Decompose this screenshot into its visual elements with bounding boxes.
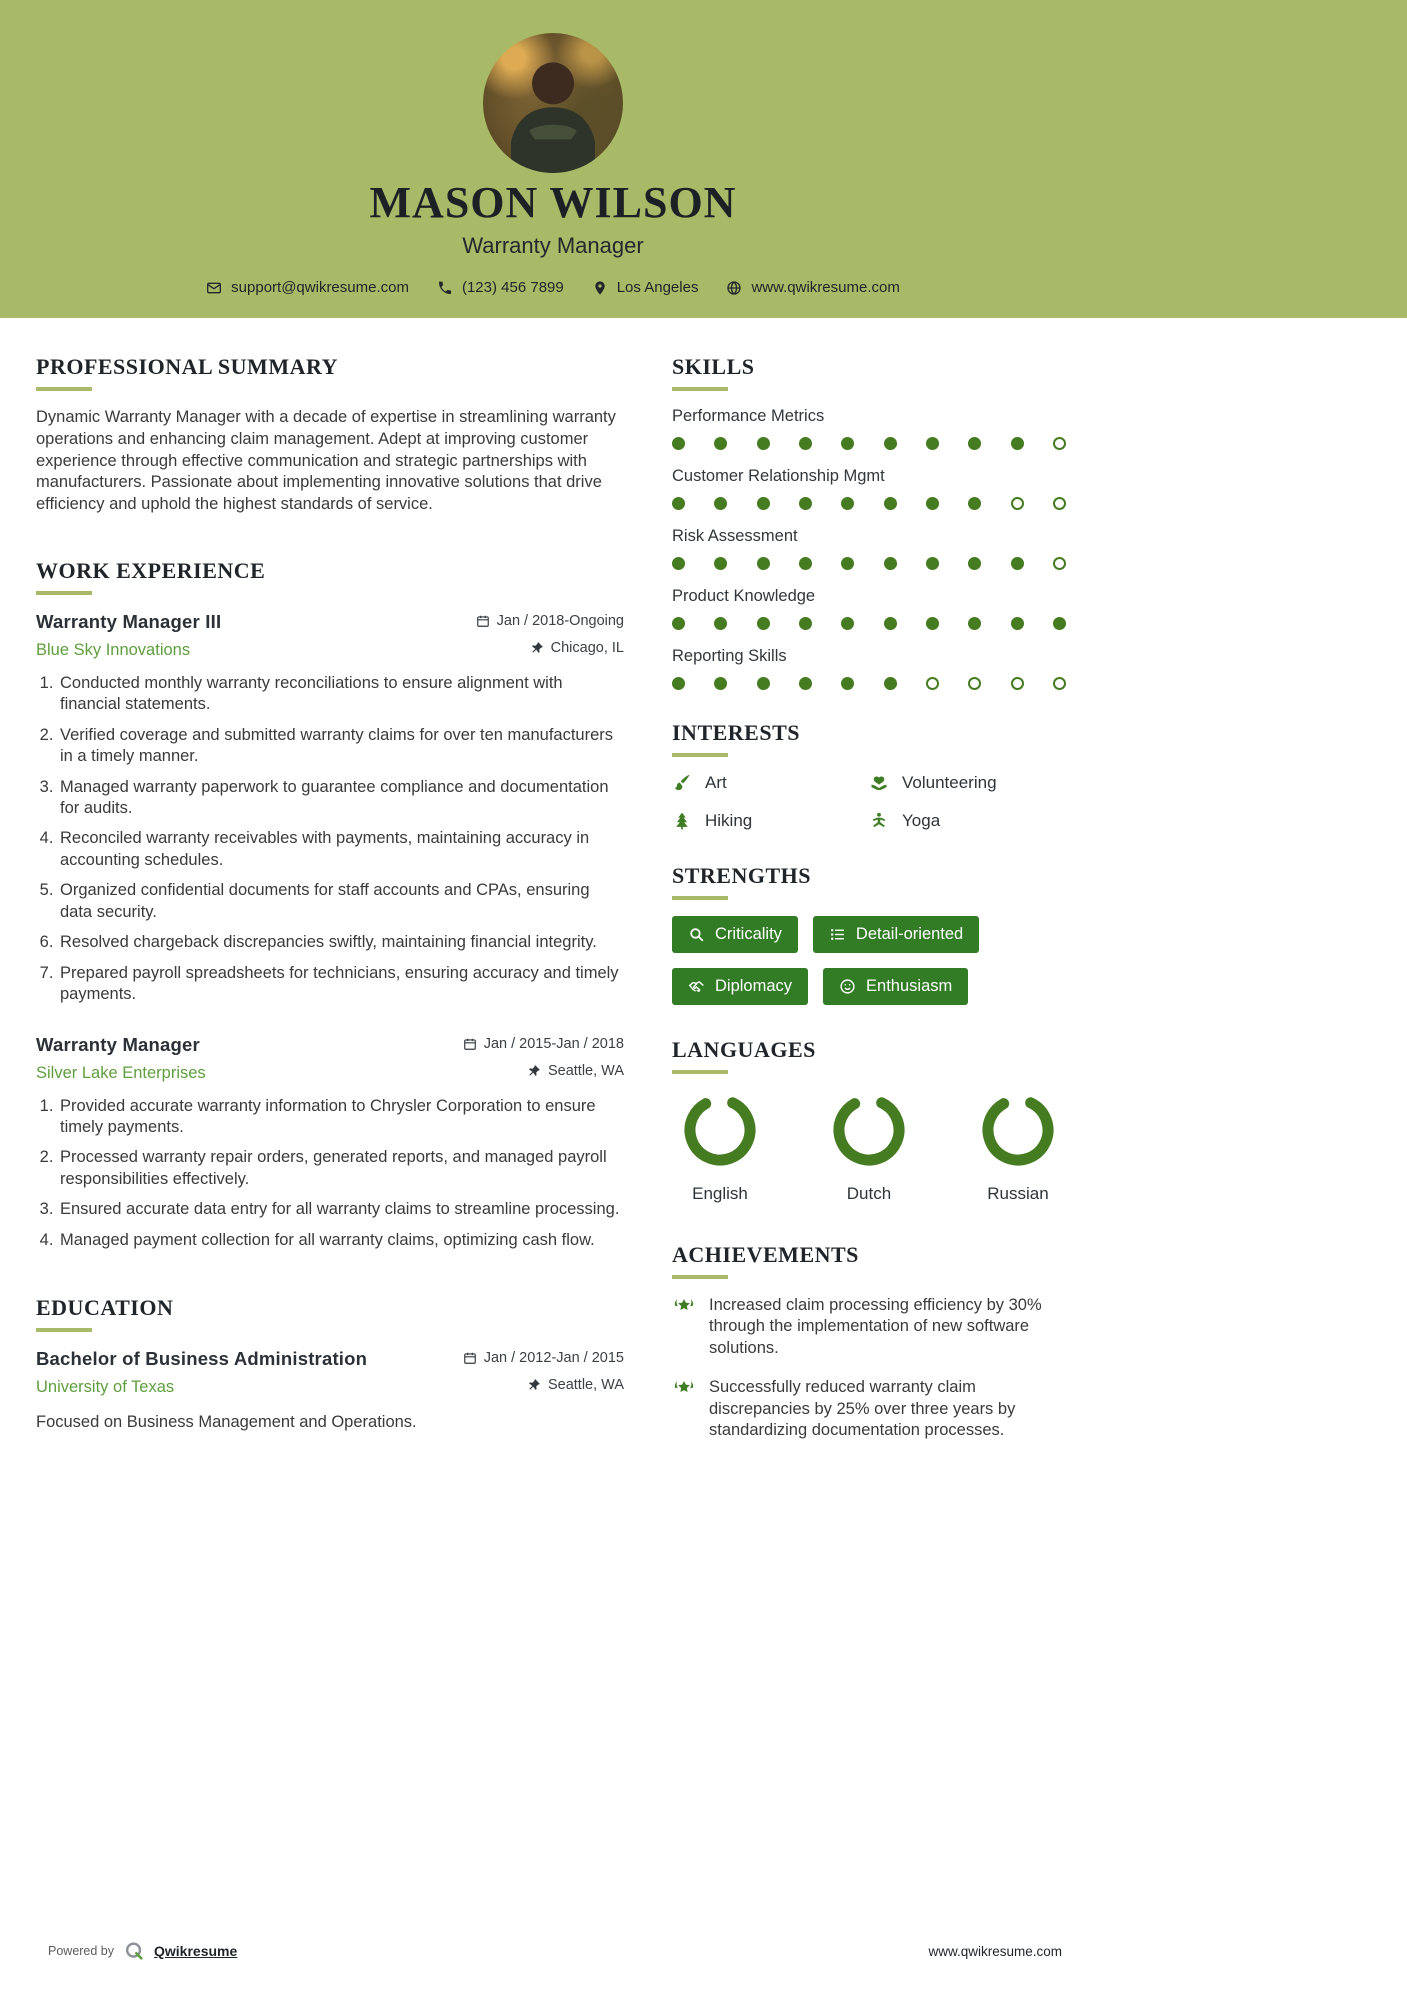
skill-row xyxy=(672,467,1066,510)
award-icon xyxy=(672,1378,696,1402)
interests-grid xyxy=(672,773,1066,831)
bullet-item: 5. Organized confidential documents for staff accounts and CPAs, ensuring data security. xyxy=(58,880,624,923)
strength-label: Detail-oriented xyxy=(855,925,964,944)
skill-dot xyxy=(926,497,939,510)
skill-row xyxy=(672,587,1066,630)
language-arc xyxy=(680,1090,760,1170)
skill-dot xyxy=(714,557,727,570)
skill-dot xyxy=(672,557,685,570)
job-bullets xyxy=(36,673,624,1006)
skill-dot xyxy=(884,557,897,570)
skill-row xyxy=(672,527,1066,570)
strength-badge xyxy=(823,968,968,1005)
skill-dot xyxy=(968,617,981,630)
skill-dot xyxy=(672,677,685,690)
education-entry xyxy=(36,1348,624,1432)
language-gauge xyxy=(829,1090,909,1204)
yoga-icon xyxy=(869,811,889,831)
skill-dot xyxy=(926,617,939,630)
skill-dot xyxy=(757,557,770,570)
job-company: Silver Lake Enterprises xyxy=(36,1063,206,1082)
strength-badge xyxy=(672,968,808,1005)
education-header xyxy=(36,1348,624,1370)
job-dates-text: Jan / 2018-Ongoing xyxy=(496,612,624,629)
interest-label: Hiking xyxy=(705,811,753,830)
achievement-item xyxy=(672,1377,1066,1441)
skill-dot xyxy=(799,437,812,450)
language-gauge xyxy=(680,1090,760,1204)
skill-dot xyxy=(968,497,981,510)
skill-rating xyxy=(672,677,1066,690)
header-band xyxy=(0,0,1407,318)
skill-label: Performance Metrics xyxy=(672,407,825,425)
skill-row xyxy=(672,647,1066,690)
skill-dot xyxy=(1053,677,1066,690)
contact-location xyxy=(592,279,699,296)
achievement-text: Increased claim processing efficiency by 30% through the implementation of new software solutions. xyxy=(709,1296,1042,1357)
job-location xyxy=(530,640,624,656)
job-company: Blue Sky Innovations xyxy=(36,640,191,659)
contact-location-text: Los Angeles xyxy=(616,279,699,297)
footer-branding xyxy=(48,1940,237,1962)
interest-item xyxy=(869,811,1066,831)
job-location xyxy=(527,1063,624,1079)
powered-by-text: Powered by xyxy=(48,1944,115,1958)
interest-item xyxy=(869,773,1066,793)
skill-dot xyxy=(1053,617,1066,630)
contact-email-text: support@qwikresume.com xyxy=(231,279,409,297)
skill-dot xyxy=(714,617,727,630)
skill-dot xyxy=(841,437,854,450)
education-location-text: Seattle, WA xyxy=(547,1377,624,1394)
achievement-item xyxy=(672,1295,1066,1359)
strength-badge xyxy=(672,916,798,953)
skill-dot xyxy=(757,677,770,690)
contact-row xyxy=(206,279,900,296)
pushpin-icon xyxy=(527,1378,541,1392)
languages-heading: LANGUAGES xyxy=(672,1037,1066,1074)
interest-label: Volunteering xyxy=(902,773,997,792)
skill-rating xyxy=(672,497,1066,510)
bullet-item: 4. Reconciled warranty receivables with payments, maintaining accuracy in accounting schedules. xyxy=(58,828,624,871)
calendar-icon xyxy=(463,1351,477,1365)
skill-dot xyxy=(1053,437,1066,450)
education-note: Focused on Business Management and Operations. xyxy=(36,1413,417,1432)
education-dates xyxy=(463,1350,624,1366)
skill-dot xyxy=(926,557,939,570)
language-label: Dutch xyxy=(846,1184,892,1203)
left-column xyxy=(36,354,624,1460)
achievements-heading: ACHIEVEMENTS xyxy=(672,1242,1066,1279)
bullet-item: 2. Processed warranty repair orders, generated reports, and managed payroll responsibilities effectively. xyxy=(58,1147,624,1190)
interest-item xyxy=(672,811,869,831)
language-gauge xyxy=(978,1090,1058,1204)
skill-dot xyxy=(757,497,770,510)
job-subheader xyxy=(36,1063,624,1083)
strength-badge xyxy=(813,916,979,953)
smiley-icon xyxy=(839,978,856,995)
job-dates-text: Jan / 2015-Jan / 2018 xyxy=(483,1035,624,1052)
skill-row xyxy=(672,407,1066,450)
skill-dot xyxy=(1011,617,1024,630)
footer-website-link[interactable]: www.qwikresume.com xyxy=(928,1943,1062,1959)
skill-rating xyxy=(672,557,1066,570)
candidate-title: Warranty Manager xyxy=(462,233,644,259)
skill-dot xyxy=(968,437,981,450)
handshake-icon xyxy=(688,978,705,995)
job-dates xyxy=(463,1036,624,1052)
profile-photo xyxy=(483,33,623,173)
strength-label: Diplomacy xyxy=(715,977,793,996)
award-icon xyxy=(672,1296,696,1320)
job-header xyxy=(36,1034,624,1056)
achievement-text: Successfully reduced warranty claim discrepancies by 25% over three years by standardizing documentation processes. xyxy=(709,1378,1016,1440)
education-location xyxy=(527,1377,624,1393)
magnifier-icon xyxy=(688,926,705,943)
bullet-item: 3. Ensured accurate data entry for all warranty claims to streamline processing. xyxy=(58,1199,624,1220)
bullet-item: 3. Managed warranty paperwork to guarantee compliance and documentation for audits. xyxy=(58,777,624,820)
job-title: Warranty Manager xyxy=(36,1033,200,1055)
languages-list xyxy=(672,1090,1066,1204)
skill-dot xyxy=(672,497,685,510)
strength-label: Criticality xyxy=(715,925,782,944)
skill-dot xyxy=(672,617,685,630)
skill-dot xyxy=(714,677,727,690)
skill-dot xyxy=(841,677,854,690)
skill-dot xyxy=(926,437,939,450)
bullet-item: 7. Prepared payroll spreadsheets for technicians, ensuring accuracy and timely payments. xyxy=(58,963,624,1006)
job-location-text: Chicago, IL xyxy=(550,639,624,656)
skill-dot xyxy=(714,437,727,450)
language-arc xyxy=(978,1090,1058,1170)
calendar-icon xyxy=(476,614,490,628)
skill-dot xyxy=(884,617,897,630)
job-title: Warranty Manager III xyxy=(36,610,222,632)
skill-dot xyxy=(757,617,770,630)
language-label: Russian xyxy=(987,1184,1049,1203)
calendar-icon xyxy=(463,1037,477,1051)
skill-dot xyxy=(968,557,981,570)
skill-dot xyxy=(1011,677,1024,690)
paintbrush-icon xyxy=(672,773,692,793)
skill-dot xyxy=(799,497,812,510)
globe-icon xyxy=(726,280,742,296)
skill-dot xyxy=(1011,497,1024,510)
interest-item xyxy=(672,773,869,793)
skill-dot xyxy=(672,437,685,450)
skill-rating xyxy=(672,437,1066,450)
job-dates xyxy=(476,613,624,629)
list-icon xyxy=(829,926,846,943)
strength-label: Enthusiasm xyxy=(866,977,953,996)
experience-heading: WORK EXPERIENCE xyxy=(36,558,624,595)
skill-label: Reporting Skills xyxy=(672,647,787,665)
skill-dot xyxy=(1053,557,1066,570)
school-name: University of Texas xyxy=(36,1378,175,1397)
language-label: English xyxy=(692,1184,748,1203)
interest-label: Art xyxy=(705,773,727,792)
contact-website-text: www.qwikresume.com xyxy=(751,279,900,297)
job-bullets xyxy=(36,1096,624,1252)
bullet-item: 2. Verified coverage and submitted warranty claims for over ten manufacturers in a timely manner. xyxy=(58,725,624,768)
strengths-heading: STRENGTHS xyxy=(672,863,1066,900)
email-icon xyxy=(206,280,222,296)
pushpin-icon xyxy=(530,641,544,655)
skill-dot xyxy=(1011,557,1024,570)
job-entry xyxy=(36,611,624,1006)
bullet-item: 1. Provided accurate warranty information to Chrysler Corporation to ensure timely payments. xyxy=(58,1096,624,1139)
hands-icon xyxy=(869,773,889,793)
qwikresume-logo-icon xyxy=(123,1940,145,1962)
contact-website[interactable] xyxy=(726,279,899,296)
phone-icon xyxy=(437,280,453,296)
skills-heading: SKILLS xyxy=(672,354,1066,391)
skill-dot xyxy=(714,497,727,510)
summary-heading: PROFESSIONAL SUMMARY xyxy=(36,354,624,391)
skill-dot xyxy=(841,497,854,510)
candidate-name: MASON WILSON xyxy=(369,178,737,227)
map-pin-icon xyxy=(592,280,608,296)
skill-dot xyxy=(926,677,939,690)
job-location-text: Seattle, WA xyxy=(547,1062,624,1079)
language-arc xyxy=(829,1090,909,1170)
skill-dot xyxy=(1053,497,1066,510)
skill-rating xyxy=(672,617,1066,630)
bullet-item: 6. Resolved chargeback discrepancies swiftly, maintaining financial integrity. xyxy=(58,932,624,953)
job-subheader xyxy=(36,640,624,660)
skill-dot xyxy=(1011,437,1024,450)
skill-label: Risk Assessment xyxy=(672,527,798,545)
contact-email[interactable] xyxy=(206,279,409,296)
footer xyxy=(48,1940,1062,1962)
bullet-item: 4. Managed payment collection for all warranty claims, optimizing cash flow. xyxy=(58,1230,624,1251)
education-subheader xyxy=(36,1377,624,1397)
education-heading: EDUCATION xyxy=(36,1295,624,1332)
header-content xyxy=(0,0,1106,296)
skill-dot xyxy=(799,677,812,690)
skill-dot xyxy=(799,617,812,630)
main-content xyxy=(0,318,1407,1460)
summary-text: Dynamic Warranty Manager with a decade of expertise in streamlining warranty operations and enhancing claim management. Adept at improving customer experience through effective communication and strategic partnerships with manufacturers. Passionate about implementing innovative solutions that drive efficiency and uphold the highest standards of service. xyxy=(36,408,616,514)
strengths-list xyxy=(672,916,1066,1005)
skill-dot xyxy=(841,617,854,630)
job-entry xyxy=(36,1034,624,1252)
skill-dot xyxy=(884,677,897,690)
degree-title: Bachelor of Business Administration xyxy=(36,1348,368,1370)
skill-dot xyxy=(799,557,812,570)
person-silhouette xyxy=(483,33,623,173)
interests-heading: INTERESTS xyxy=(672,720,1066,757)
tree-icon xyxy=(672,811,692,831)
contact-phone-text: (123) 456 7899 xyxy=(461,279,564,297)
skill-label: Customer Relationship Mgmt xyxy=(672,467,885,485)
interest-label: Yoga xyxy=(902,811,941,830)
contact-phone xyxy=(437,279,564,296)
right-column xyxy=(672,354,1066,1460)
skill-dot xyxy=(884,497,897,510)
education-dates-text: Jan / 2012-Jan / 2015 xyxy=(483,1350,624,1367)
job-header xyxy=(36,611,624,633)
bullet-item: 1. Conducted monthly warranty reconciliations to ensure alignment with financial statements. xyxy=(58,673,624,716)
skill-dot xyxy=(884,437,897,450)
skill-dot xyxy=(841,557,854,570)
pushpin-icon xyxy=(527,1064,541,1078)
qwikresume-brand-link[interactable]: Qwikresume xyxy=(154,1943,238,1959)
skill-label: Product Knowledge xyxy=(672,587,816,605)
skill-dot xyxy=(968,677,981,690)
skill-dot xyxy=(757,437,770,450)
